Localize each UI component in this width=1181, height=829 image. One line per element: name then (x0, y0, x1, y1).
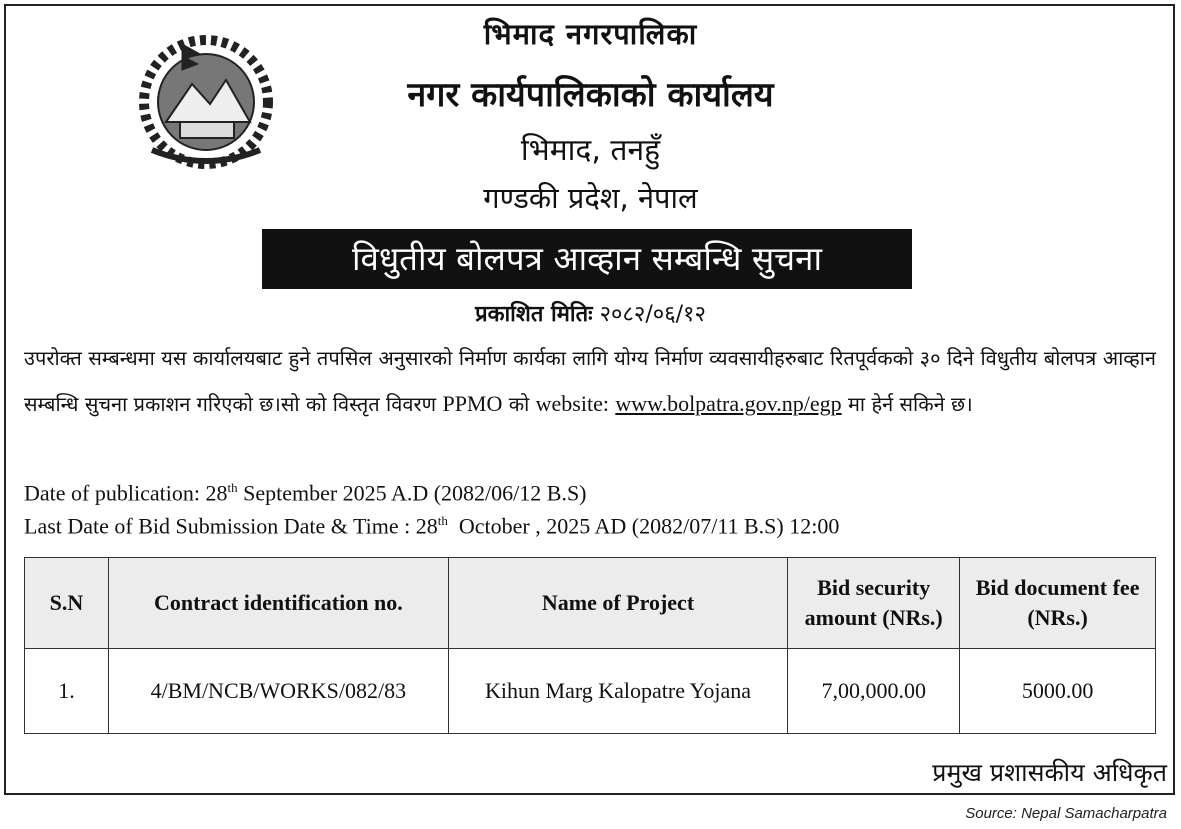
header-project-name: Name of Project (448, 558, 788, 649)
office-location: भिमाद, तनहुँ (520, 133, 661, 168)
published-date: २०८२/०६/१२ (599, 302, 706, 327)
office-province: गण्डकी प्रदेश, नेपाल (483, 181, 698, 215)
notice-paragraph (24, 335, 1156, 427)
notice-paragraph-end: मा हेर्न सकिने छ। (847, 392, 973, 416)
header-bid-security: Bid security amount (NRs.) (788, 558, 960, 649)
publication-date-en: Date of publication: 28th September 2025 A.D (2082/06/12 B.S) (24, 480, 587, 506)
header-document-fee: Bid document fee (NRs.) (960, 558, 1156, 649)
cell-bid-security: 7,00,000.00 (788, 649, 960, 734)
municipality-name: भिमाद नगरपालिका (483, 17, 698, 51)
ko-text: को (508, 392, 530, 416)
bid-table (24, 557, 1156, 734)
bid-submission-deadline: Last Date of Bid Submission Date & Time : 28th October , 2025 AD (2082/07/11 B.S) 12:00 (24, 513, 840, 539)
header-contract-id: Contract identification no. (108, 558, 448, 649)
published-date-line (0, 298, 1181, 328)
website-label: website: (535, 391, 609, 416)
signer-title: प्रमुख प्रशासकीय अधिकृत (932, 758, 1167, 787)
source-credit: Source: Nepal Samacharpatra (965, 805, 1167, 822)
cell-sn: 1. (25, 649, 109, 734)
bolpatra-link[interactable]: www.bolpatra.gov.np/egp (615, 391, 842, 416)
cell-document-fee: 5000.00 (960, 649, 1156, 734)
table-row (25, 649, 1156, 734)
cell-contract-id: 4/BM/NCB/WORKS/082/83 (108, 649, 448, 734)
cell-project-name: Kihun Marg Kalopatre Yojana (448, 649, 788, 734)
table-header-row (25, 558, 1156, 649)
office-name: नगर कार्यपालिकाको कार्यालय (407, 75, 774, 115)
published-label: प्रकाशित मितिः (475, 302, 593, 327)
notice-paragraph-text: उपरोक्त सम्बन्धमा यस कार्यालयबाट हुने तपसिल अनुसारको निर्माण कार्यका लागि योग्य निर्माण व्यवसायीहरुबाट रितपूर्वकको ३० दिने विधुतीय बोलपत्र आव्हान सम्बन्धि सुचना प्रकाशन गरिएको छ।सो को विस्तृत विवरण (24, 346, 1156, 416)
ppmo-text: PPMO (442, 391, 503, 416)
notice-title-banner: विधुतीय बोलपत्र आव्हान सम्बन्धि सुचना (262, 229, 912, 289)
header-sn: S.N (25, 558, 109, 649)
